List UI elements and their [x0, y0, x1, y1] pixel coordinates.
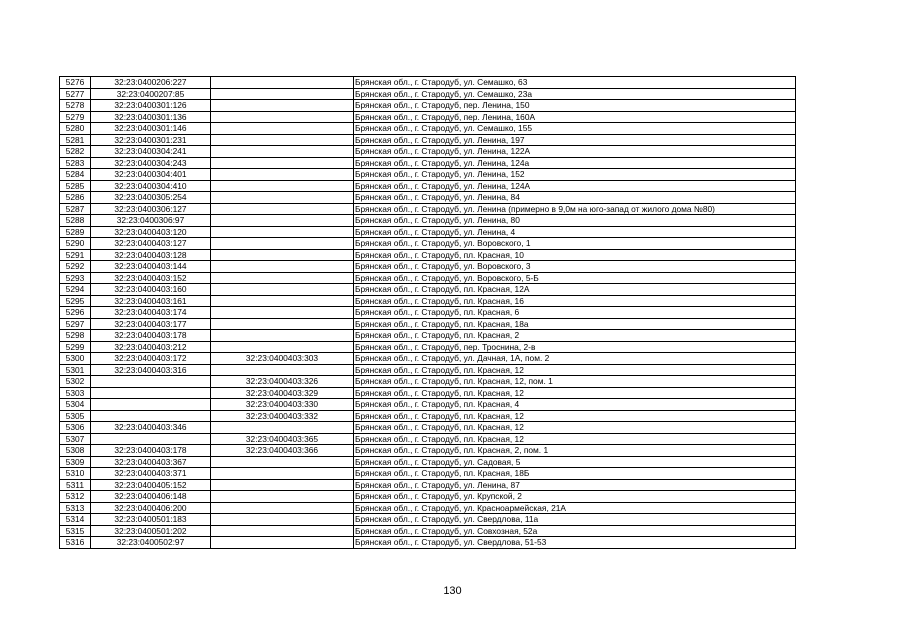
related-cadastral-number-cell: [211, 192, 354, 204]
address-cell: Брянская обл., г. Стародуб, пл. Красная, 2, пом. 1: [354, 445, 796, 457]
related-cadastral-number-cell: [211, 88, 354, 100]
row-number-cell: 5295: [60, 295, 91, 307]
cadastral-number-cell: 32:23:0400403:160: [91, 284, 211, 296]
address-cell: Брянская обл., г. Стародуб, ул. Ленина, 124а: [354, 157, 796, 169]
related-cadastral-number-cell: [211, 157, 354, 169]
row-number-cell: 5294: [60, 284, 91, 296]
row-number-cell: 5304: [60, 399, 91, 411]
row-number-cell: 5297: [60, 318, 91, 330]
table-row: [60, 284, 796, 296]
table-row: [60, 491, 796, 503]
row-number-cell: 5287: [60, 203, 91, 215]
address-cell: Брянская обл., г. Стародуб, пл. Красная, 12: [354, 364, 796, 376]
cadastral-number-cell: 32:23:0400403:178: [91, 330, 211, 342]
cadastral-table: [59, 76, 796, 549]
related-cadastral-number-cell: [211, 456, 354, 468]
related-cadastral-number-cell: [211, 226, 354, 238]
row-number-cell: 5278: [60, 100, 91, 112]
address-cell: Брянская обл., г. Стародуб, ул. Ленина, 124А: [354, 180, 796, 192]
row-number-cell: 5283: [60, 157, 91, 169]
cadastral-number-cell: 32:23:0400501:202: [91, 525, 211, 537]
related-cadastral-number-cell: [211, 525, 354, 537]
address-cell: Брянская обл., г. Стародуб, ул. Семашко, 63: [354, 77, 796, 89]
table-row: [60, 88, 796, 100]
cadastral-number-cell: 32:23:0400403:371: [91, 468, 211, 480]
address-cell: Брянская обл., г. Стародуб, ул. Воровского, 1: [354, 238, 796, 250]
row-number-cell: 5292: [60, 261, 91, 273]
row-number-cell: 5293: [60, 272, 91, 284]
address-cell: Брянская обл., г. Стародуб, пл. Красная, 10: [354, 249, 796, 261]
related-cadastral-number-cell: [211, 514, 354, 526]
cadastral-number-cell: 32:23:0400304:410: [91, 180, 211, 192]
address-cell: Брянская обл., г. Стародуб, ул. Воровского, 3: [354, 261, 796, 273]
table-row: [60, 272, 796, 284]
related-cadastral-number-cell: [211, 364, 354, 376]
address-cell: Брянская обл., г. Стародуб, пл. Красная, 12: [354, 387, 796, 399]
address-cell: Брянская обл., г. Стародуб, ул. Красноармейская, 21А: [354, 502, 796, 514]
page-number: 130: [443, 585, 462, 597]
cadastral-number-cell: 32:23:0400403:120: [91, 226, 211, 238]
row-number-cell: 5310: [60, 468, 91, 480]
table-row: [60, 514, 796, 526]
related-cadastral-number-cell: [211, 272, 354, 284]
row-number-cell: 5286: [60, 192, 91, 204]
table-row: [60, 537, 796, 549]
table-row: [60, 203, 796, 215]
related-cadastral-number-cell: 32:23:0400403:329: [211, 387, 354, 399]
table-row: [60, 111, 796, 123]
cadastral-number-cell: 32:23:0400403:127: [91, 238, 211, 250]
row-number-cell: 5281: [60, 134, 91, 146]
address-cell: Брянская обл., г. Стародуб, ул. Ленина, 87: [354, 479, 796, 491]
row-number-cell: 5277: [60, 88, 91, 100]
table-row: [60, 330, 796, 342]
address-cell: Брянская обл., г. Стародуб, пл. Красная, 4: [354, 399, 796, 411]
table-row: [60, 468, 796, 480]
cadastral-number-cell: 32:23:0400403:212: [91, 341, 211, 353]
table-row: [60, 169, 796, 181]
row-number-cell: 5285: [60, 180, 91, 192]
address-cell: Брянская обл., г. Стародуб, пер. Ленина, 160А: [354, 111, 796, 123]
related-cadastral-number-cell: [211, 123, 354, 135]
related-cadastral-number-cell: [211, 203, 354, 215]
related-cadastral-number-cell: [211, 215, 354, 227]
cadastral-number-cell: 32:23:0400405:152: [91, 479, 211, 491]
related-cadastral-number-cell: [211, 479, 354, 491]
related-cadastral-number-cell: [211, 422, 354, 434]
cadastral-number-cell: 32:23:0400306:127: [91, 203, 211, 215]
row-number-cell: 5311: [60, 479, 91, 491]
table-row: [60, 249, 796, 261]
address-cell: Брянская обл., г. Стародуб, ул. Ленина, 80: [354, 215, 796, 227]
cadastral-number-cell: 32:23:0400403:144: [91, 261, 211, 273]
table-row: [60, 318, 796, 330]
cadastral-number-cell: [91, 433, 211, 445]
cadastral-number-cell: 32:23:0400207:85: [91, 88, 211, 100]
address-cell: Брянская обл., г. Стародуб, ул. Ленина, 122А: [354, 146, 796, 158]
related-cadastral-number-cell: [211, 502, 354, 514]
cadastral-number-cell: 32:23:0400502:97: [91, 537, 211, 549]
table-row: [60, 226, 796, 238]
table-row: [60, 134, 796, 146]
cadastral-number-cell: 32:23:0400206:227: [91, 77, 211, 89]
row-number-cell: 5290: [60, 238, 91, 250]
cadastral-number-cell: 32:23:0400301:136: [91, 111, 211, 123]
address-cell: Брянская обл., г. Стародуб, ул. Семашко, 155: [354, 123, 796, 135]
row-number-cell: 5315: [60, 525, 91, 537]
row-number-cell: 5301: [60, 364, 91, 376]
row-number-cell: 5305: [60, 410, 91, 422]
cadastral-number-cell: [91, 387, 211, 399]
cadastral-number-cell: 32:23:0400403:346: [91, 422, 211, 434]
table-row: [60, 180, 796, 192]
row-number-cell: 5313: [60, 502, 91, 514]
cadastral-number-cell: [91, 410, 211, 422]
cadastral-number-cell: 32:23:0400403:177: [91, 318, 211, 330]
address-cell: Брянская обл., г. Стародуб, пл. Красная, 6: [354, 307, 796, 319]
cadastral-number-cell: 32:23:0400403:316: [91, 364, 211, 376]
row-number-cell: 5300: [60, 353, 91, 365]
table-row: [60, 353, 796, 365]
address-cell: Брянская обл., г. Стародуб, пл. Красная, 12: [354, 422, 796, 434]
related-cadastral-number-cell: [211, 537, 354, 549]
row-number-cell: 5299: [60, 341, 91, 353]
related-cadastral-number-cell: [211, 111, 354, 123]
cadastral-number-cell: 32:23:0400406:148: [91, 491, 211, 503]
table-row: [60, 192, 796, 204]
related-cadastral-number-cell: [211, 77, 354, 89]
related-cadastral-number-cell: [211, 318, 354, 330]
row-number-cell: 5316: [60, 537, 91, 549]
address-cell: Брянская обл., г. Стародуб, пер. Ленина, 150: [354, 100, 796, 112]
cadastral-number-cell: 32:23:0400406:200: [91, 502, 211, 514]
cadastral-number-cell: 32:23:0400301:231: [91, 134, 211, 146]
table-row: [60, 364, 796, 376]
related-cadastral-number-cell: [211, 295, 354, 307]
table-row: [60, 261, 796, 273]
address-cell: Брянская обл., г. Стародуб, пл. Красная, 12: [354, 410, 796, 422]
cadastral-number-cell: 32:23:0400306:97: [91, 215, 211, 227]
row-number-cell: 5302: [60, 376, 91, 388]
row-number-cell: 5291: [60, 249, 91, 261]
related-cadastral-number-cell: [211, 238, 354, 250]
row-number-cell: 5276: [60, 77, 91, 89]
row-number-cell: 5314: [60, 514, 91, 526]
table-row: [60, 502, 796, 514]
related-cadastral-number-cell: [211, 468, 354, 480]
table-row: [60, 433, 796, 445]
related-cadastral-number-cell: [211, 491, 354, 503]
related-cadastral-number-cell: [211, 261, 354, 273]
row-number-cell: 5303: [60, 387, 91, 399]
row-number-cell: 5288: [60, 215, 91, 227]
table-row: [60, 295, 796, 307]
table-row: [60, 123, 796, 135]
table-row: [60, 307, 796, 319]
cadastral-number-cell: 32:23:0400501:183: [91, 514, 211, 526]
row-number-cell: 5312: [60, 491, 91, 503]
related-cadastral-number-cell: 32:23:0400403:330: [211, 399, 354, 411]
table-row: [60, 479, 796, 491]
table-row: [60, 445, 796, 457]
address-cell: Брянская обл., г. Стародуб, ул. Свердлова, 11а: [354, 514, 796, 526]
cadastral-number-cell: 32:23:0400305:254: [91, 192, 211, 204]
related-cadastral-number-cell: [211, 180, 354, 192]
related-cadastral-number-cell: [211, 307, 354, 319]
address-cell: Брянская обл., г. Стародуб, пер. Троснина, 2-в: [354, 341, 796, 353]
row-number-cell: 5308: [60, 445, 91, 457]
table-row: [60, 146, 796, 158]
related-cadastral-number-cell: [211, 284, 354, 296]
related-cadastral-number-cell: [211, 146, 354, 158]
cadastral-number-cell: 32:23:0400403:172: [91, 353, 211, 365]
table-row: [60, 215, 796, 227]
related-cadastral-number-cell: [211, 341, 354, 353]
table-row: [60, 376, 796, 388]
cadastral-number-cell: 32:23:0400403:178: [91, 445, 211, 457]
address-cell: Брянская обл., г. Стародуб, ул. Свердлова, 51-53: [354, 537, 796, 549]
table-row: [60, 157, 796, 169]
address-cell: Брянская обл., г. Стародуб, ул. Крупской, 2: [354, 491, 796, 503]
related-cadastral-number-cell: 32:23:0400403:365: [211, 433, 354, 445]
table-row: [60, 422, 796, 434]
address-cell: Брянская обл., г. Стародуб, ул. Семашко, 23а: [354, 88, 796, 100]
related-cadastral-number-cell: 32:23:0400403:332: [211, 410, 354, 422]
table-row: [60, 525, 796, 537]
cadastral-number-cell: 32:23:0400304:241: [91, 146, 211, 158]
row-number-cell: 5307: [60, 433, 91, 445]
cadastral-number-cell: 32:23:0400304:243: [91, 157, 211, 169]
address-cell: Брянская обл., г. Стародуб, ул. Ленина, 152: [354, 169, 796, 181]
address-cell: Брянская обл., г. Стародуб, пл. Красная, 12А: [354, 284, 796, 296]
table-body: [60, 77, 796, 549]
related-cadastral-number-cell: 32:23:0400403:303: [211, 353, 354, 365]
related-cadastral-number-cell: [211, 134, 354, 146]
address-cell: Брянская обл., г. Стародуб, ул. Ленина, 84: [354, 192, 796, 204]
cadastral-number-cell: 32:23:0400301:146: [91, 123, 211, 135]
row-number-cell: 5309: [60, 456, 91, 468]
cadastral-number-cell: [91, 376, 211, 388]
table-row: [60, 456, 796, 468]
address-cell: Брянская обл., г. Стародуб, пл. Красная, 2: [354, 330, 796, 342]
cadastral-number-cell: [91, 399, 211, 411]
row-number-cell: 5289: [60, 226, 91, 238]
address-cell: Брянская обл., г. Стародуб, ул. Дачная, 1А, пом. 2: [354, 353, 796, 365]
row-number-cell: 5296: [60, 307, 91, 319]
cadastral-number-cell: 32:23:0400403:367: [91, 456, 211, 468]
address-cell: Брянская обл., г. Стародуб, пл. Красная, 16: [354, 295, 796, 307]
address-cell: Брянская обл., г. Стародуб, ул. Ленина, 4: [354, 226, 796, 238]
table-row: [60, 399, 796, 411]
table-row: [60, 387, 796, 399]
address-cell: Брянская обл., г. Стародуб, ул. Ленина (примерно в 9,0м на юго-запад от жилого дома №80): [354, 203, 796, 215]
cadastral-number-cell: 32:23:0400403:152: [91, 272, 211, 284]
row-number-cell: 5306: [60, 422, 91, 434]
cadastral-number-cell: 32:23:0400301:126: [91, 100, 211, 112]
related-cadastral-number-cell: [211, 100, 354, 112]
table-row: [60, 77, 796, 89]
table-row: [60, 341, 796, 353]
cadastral-number-cell: 32:23:0400403:161: [91, 295, 211, 307]
row-number-cell: 5280: [60, 123, 91, 135]
table-row: [60, 100, 796, 112]
table-row: [60, 238, 796, 250]
cadastral-number-cell: 32:23:0400403:128: [91, 249, 211, 261]
address-cell: Брянская обл., г. Стародуб, пл. Красная, 18а: [354, 318, 796, 330]
address-cell: Брянская обл., г. Стародуб, ул. Воровского, 5-Б: [354, 272, 796, 284]
related-cadastral-number-cell: [211, 169, 354, 181]
table-row: [60, 410, 796, 422]
related-cadastral-number-cell: 32:23:0400403:326: [211, 376, 354, 388]
address-cell: Брянская обл., г. Стародуб, ул. Садовая, 5: [354, 456, 796, 468]
related-cadastral-number-cell: 32:23:0400403:366: [211, 445, 354, 457]
address-cell: Брянская обл., г. Стародуб, пл. Красная, 18Б: [354, 468, 796, 480]
address-cell: Брянская обл., г. Стародуб, ул. Ленина, 197: [354, 134, 796, 146]
related-cadastral-number-cell: [211, 330, 354, 342]
row-number-cell: 5282: [60, 146, 91, 158]
row-number-cell: 5298: [60, 330, 91, 342]
row-number-cell: 5279: [60, 111, 91, 123]
cadastral-number-cell: 32:23:0400403:174: [91, 307, 211, 319]
cadastral-number-cell: 32:23:0400304:401: [91, 169, 211, 181]
related-cadastral-number-cell: [211, 249, 354, 261]
document-page: [59, 76, 795, 549]
row-number-cell: 5284: [60, 169, 91, 181]
address-cell: Брянская обл., г. Стародуб, пл. Красная, 12: [354, 433, 796, 445]
address-cell: Брянская обл., г. Стародуб, ул. Совхозная, 52а: [354, 525, 796, 537]
address-cell: Брянская обл., г. Стародуб, пл. Красная, 12, пом. 1: [354, 376, 796, 388]
